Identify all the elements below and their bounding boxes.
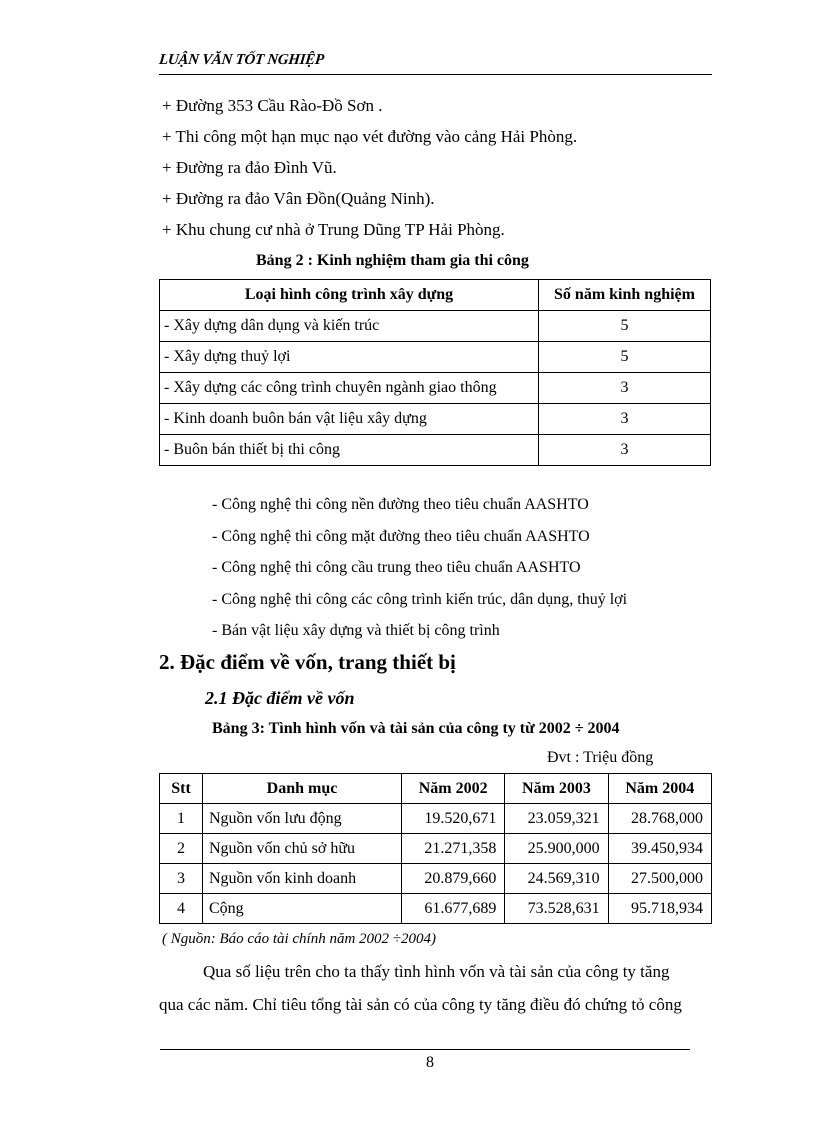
- tech-item: - Bán vật liệu xây dựng và thiết bị công trình: [212, 622, 500, 639]
- table-row: [160, 373, 711, 404]
- cell-value: 24.569,310: [505, 864, 608, 894]
- cell-type: - Buôn bán thiết bị thi công: [160, 435, 539, 466]
- column-header: Năm 2002: [402, 774, 505, 804]
- table-header-row: [160, 280, 711, 311]
- header-rule: [159, 74, 712, 75]
- cell-stt: 2: [160, 834, 203, 864]
- experience-table: [159, 279, 711, 466]
- cell-years: 3: [539, 373, 711, 404]
- cell-value: 61.677,689: [402, 894, 505, 924]
- table-row: [160, 864, 712, 894]
- cell-value: 20.879,660: [402, 864, 505, 894]
- table-row: [160, 435, 711, 466]
- bullet-item: + Thi công một hạn mục nạo vét đường vào cảng Hải Phòng.: [162, 127, 578, 146]
- table-row: [160, 894, 712, 924]
- header-title: LUẬN VĂN TỐT NGHIỆP: [158, 52, 325, 68]
- tech-item: - Công nghệ thi công nền đường theo tiêu chuẩn AASHTO: [212, 496, 589, 513]
- cell-name: Cộng: [203, 894, 402, 924]
- table-header-row: [160, 774, 712, 804]
- cell-value: 39.450,934: [608, 834, 711, 864]
- table-row: [160, 804, 712, 834]
- table-row: [160, 342, 711, 373]
- tech-item: - Công nghệ thi công các công trình kiến trúc, dân dụng, thuỷ lợi: [212, 591, 628, 608]
- cell-type: - Xây dựng các công trình chuyên ngành giao thông: [160, 373, 539, 404]
- capital-table: [159, 773, 712, 924]
- cell-name: Nguồn vốn lưu động: [203, 804, 402, 834]
- cell-type: - Xây dựng thuỷ lợi: [160, 342, 539, 373]
- cell-name: Nguồn vốn chủ sở hữu: [203, 834, 402, 864]
- column-header: Năm 2003: [505, 774, 608, 804]
- tech-item: - Công nghệ thi công cầu trung theo tiêu chuẩn AASHTO: [212, 559, 581, 576]
- tech-item: - Công nghệ thi công mặt đường theo tiêu chuẩn AASHTO: [212, 528, 590, 545]
- cell-type: - Kinh doanh buôn bán vật liệu xây dựng: [160, 404, 539, 435]
- section-title: 2. Đặc điểm về vốn, trang thiết bị: [159, 650, 456, 674]
- cell-value: 21.271,358: [402, 834, 505, 864]
- bullet-item: + Đường ra đảo Đình Vũ.: [162, 158, 337, 177]
- cell-years: 5: [539, 342, 711, 373]
- cell-name: Nguồn vốn kinh doanh: [203, 864, 402, 894]
- cell-years: 3: [539, 435, 711, 466]
- table-row: [160, 834, 712, 864]
- cell-stt: 1: [160, 804, 203, 834]
- cell-type: - Xây dựng dân dụng và kiến trúc: [160, 311, 539, 342]
- column-header: Năm 2004: [608, 774, 711, 804]
- cell-stt: 3: [160, 864, 203, 894]
- cell-stt: 4: [160, 894, 203, 924]
- cell-value: 28.768,000: [608, 804, 711, 834]
- cell-value: 73.528,631: [505, 894, 608, 924]
- column-header: Danh mục: [203, 774, 402, 804]
- unit-label: Đvt : Triệu đồng: [547, 749, 654, 766]
- table3-caption: Bảng 3: Tình hình vốn và tài sản của công ty từ 2002 ÷ 2004: [212, 720, 620, 737]
- footer-rule: [160, 1049, 690, 1050]
- cell-value: 19.520,671: [402, 804, 505, 834]
- column-header: Loại hình công trình xây dựng: [160, 280, 539, 311]
- cell-value: 27.500,000: [608, 864, 711, 894]
- cell-years: 5: [539, 311, 711, 342]
- cell-value: 95.718,934: [608, 894, 711, 924]
- bullet-item: + Khu chung cư nhà ở Trung Dũng TP Hải Phòng.: [162, 220, 505, 239]
- bullet-item: + Đường ra đảo Vân Đồn(Quảng Ninh).: [162, 189, 435, 208]
- table2-caption: Bảng 2 : Kinh nghiệm tham gia thi công: [256, 252, 529, 269]
- page-number: 8: [426, 1054, 434, 1071]
- cell-years: 3: [539, 404, 711, 435]
- column-header: Stt: [160, 774, 203, 804]
- paragraph-line: Qua số liệu trên cho ta thấy tình hình vốn và tài sản của công ty tăng: [203, 962, 670, 981]
- subsection-title: 2.1 Đặc điểm về vốn: [205, 688, 355, 708]
- bullet-item: + Đường 353 Cầu Rào-Đồ Sơn .: [162, 96, 383, 115]
- table-row: [160, 311, 711, 342]
- column-header: Số năm kinh nghiệm: [539, 280, 711, 311]
- table3-source: ( Nguồn: Báo cáo tài chính năm 2002 ÷2004): [162, 931, 437, 947]
- table-row: [160, 404, 711, 435]
- cell-value: 23.059,321: [505, 804, 608, 834]
- cell-value: 25.900,000: [505, 834, 608, 864]
- paragraph-line: qua các năm. Chỉ tiêu tổng tài sản có của công ty tăng điều đó chứng tỏ công: [159, 995, 682, 1014]
